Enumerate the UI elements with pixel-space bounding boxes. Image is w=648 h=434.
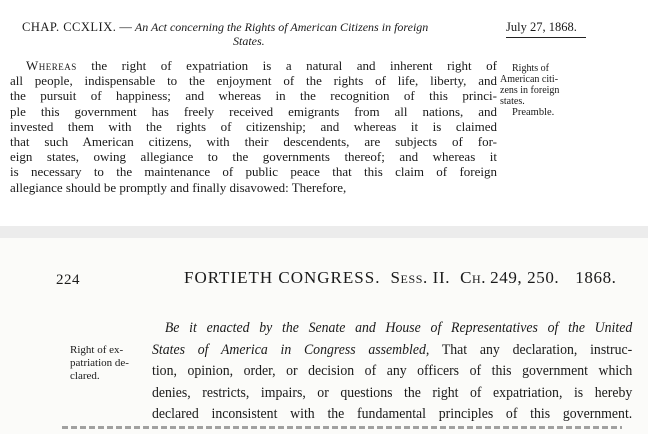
body-line-3: ple this government has freely received emigrants from all nations, and (10, 103, 497, 119)
body-line-5: that such American citizens, with their descendents, are subjects of for- (10, 134, 497, 150)
chapter-number: CHAP. CCXLIX. (22, 20, 117, 34)
heading-dash: — (119, 20, 132, 34)
enact-italic-2: States of America in Congress assembled, (152, 341, 430, 358)
body-line-0 (10, 58, 497, 73)
congress-title: FORTIETH CONGRESS. (184, 268, 381, 287)
preamble-text (10, 58, 497, 195)
margin-note-line: American citi- (500, 74, 559, 85)
enact-line-2 (152, 340, 632, 362)
act-date: July 27, 1868. (506, 20, 586, 38)
body-line-7: is necessary to the maintenance of public peace that this claim of foreign (10, 164, 497, 180)
enact-line-3: tion, opinion, order, or decision of any officers of this government which (152, 363, 633, 379)
margin-note (500, 63, 600, 107)
enact-line-4: denies, restricts, impairs, or questions the right of expatriation, is hereby (152, 384, 633, 401)
session-label: Sess. II. (390, 268, 451, 287)
enact-line-5: declared inconsistent with the fundamental principles of this government. (152, 406, 633, 422)
preamble-label: Preamble. (512, 107, 555, 118)
side-note-line: Right of ex- (70, 344, 124, 356)
body-line-1: all people, indispensable to the enjoyment of the rights of life, liberty, and (10, 73, 497, 89)
act-title-continued: States. (233, 34, 265, 48)
body-line-6: eign states, owing allegiance to the governments thereof; and whereas it (10, 149, 497, 165)
body-line-0-text: the right of expatriation is a natural and inherent right of (76, 58, 497, 73)
chapter-label: Ch. (460, 268, 487, 287)
chapter-numbers: 249, 250. (490, 268, 560, 287)
margin-note-line: zens in foreign (500, 85, 560, 96)
margin-note-line: Rights of (512, 63, 549, 74)
body-line-4: invested them with the rights of citizenship; and whereas it is claimed (10, 118, 497, 134)
side-note-line: clared. (70, 370, 100, 382)
chapter-heading (22, 20, 487, 48)
enact-line-1 (152, 318, 632, 340)
body-line-2: the pursuit of happiness; and whereas in the recognition of this princi- (10, 88, 497, 104)
bottom-excerpt (0, 238, 648, 434)
side-note (70, 344, 138, 383)
excerpt-divider (0, 226, 648, 238)
side-note-line: patriation de- (70, 357, 129, 369)
body-line-8: allegiance should be promptly and finally disavowed: Therefore, (10, 179, 347, 195)
enact-rest-2: That any declaration, instruc- (429, 341, 633, 358)
cropped-next-line (62, 426, 622, 434)
enacting-clause (152, 318, 633, 426)
whereas-word: Whereas (26, 58, 77, 73)
year: 1868. (575, 268, 617, 287)
running-head (184, 268, 617, 288)
enact-italic-1: Be it enacted by the Senate and House of Representatives of the United (164, 320, 633, 336)
page-number: 224 (56, 272, 80, 288)
margin-note-line: states. (500, 96, 525, 107)
act-title: An Act concerning the Rights of American Citizens in foreign (134, 20, 429, 34)
